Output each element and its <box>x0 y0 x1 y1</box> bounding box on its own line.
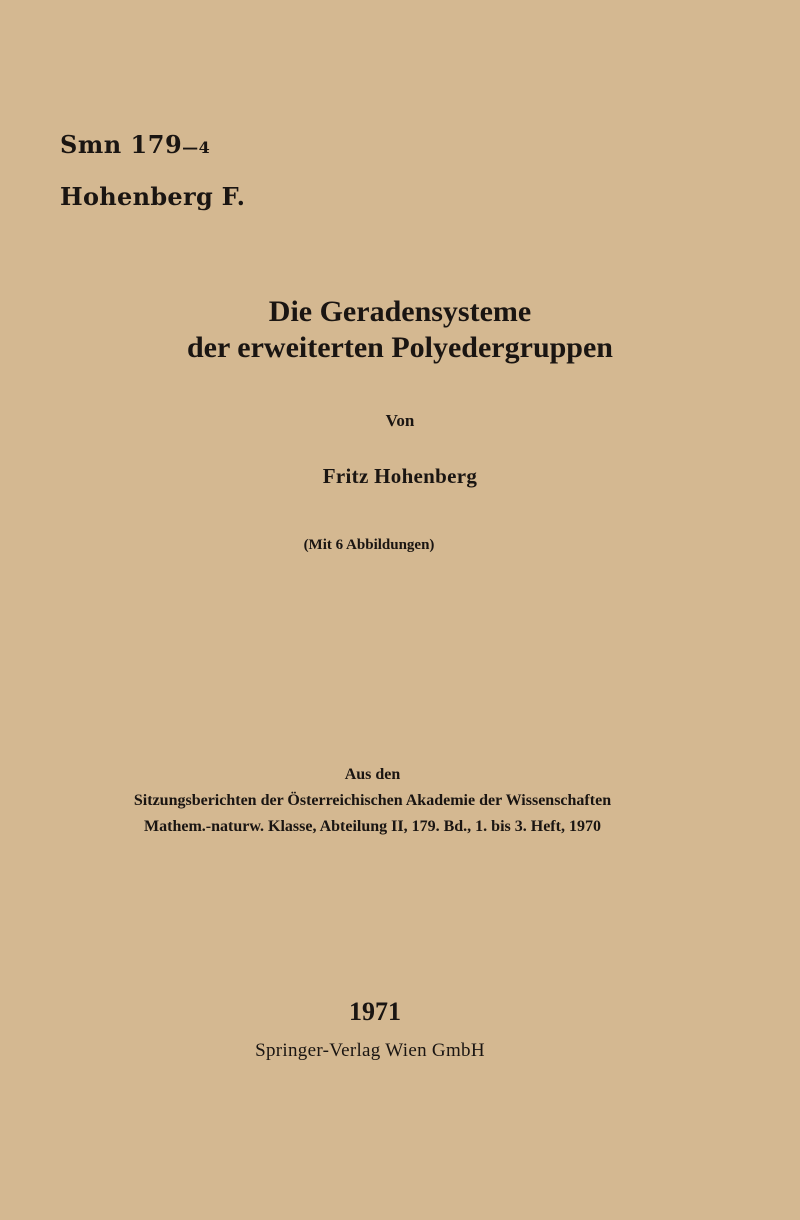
source-line-1: Aus den <box>344 766 401 783</box>
author-short: Hohenberg F. <box>60 182 246 211</box>
catalog-number-value: 179 <box>130 130 183 159</box>
source-line-2: Sitzungsberichten der Österreichischen Akademie der Wissenschaften <box>133 792 612 809</box>
source-note <box>0 762 745 840</box>
publisher: Springer-Verlag Wien GmbH <box>255 1040 485 1061</box>
by-label: Von <box>385 411 415 430</box>
source-line-3: Mathem.-naturw. Klasse, Abteilung II, 179. Bd., 1. bis 3. Heft, 1970 <box>144 818 601 835</box>
author-full-name: Fritz Hohenberg <box>322 464 478 488</box>
publication-year: 1971 <box>349 997 401 1026</box>
document-title <box>0 294 800 366</box>
catalog-prefix: Smn <box>60 130 122 159</box>
figures-note: (Mit 6 Abbildungen) <box>303 537 435 553</box>
catalog-suffix: —4 <box>182 138 211 157</box>
title-line-2: der erweiterten Polyedergruppen <box>187 331 613 364</box>
catalog-number <box>60 130 210 163</box>
title-line-1: Die Geradensysteme <box>268 295 532 328</box>
